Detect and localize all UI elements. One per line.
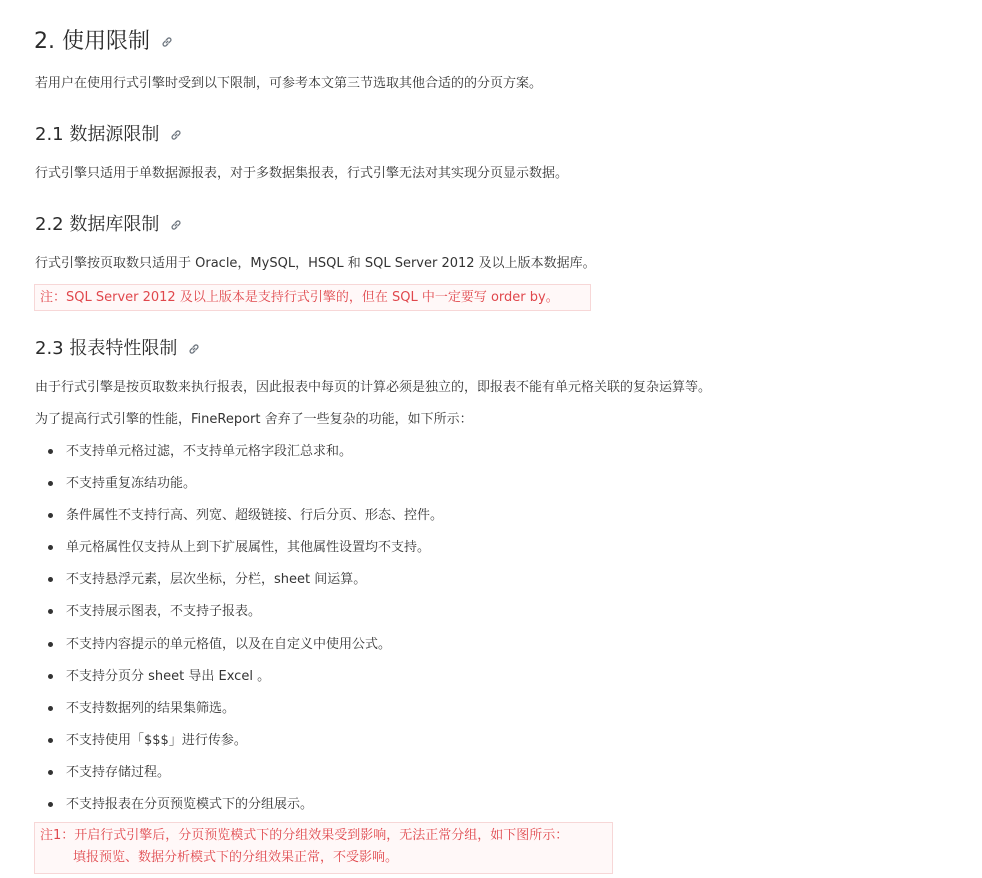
section-heading-2-2-text: 2.2 数据库限制 bbox=[35, 214, 160, 235]
bullet-icon bbox=[48, 706, 53, 711]
bullet-icon bbox=[48, 738, 53, 743]
list-item bbox=[48, 471, 443, 503]
bullet-icon bbox=[48, 642, 53, 647]
list-item-text: 不支持报表在分页预览模式下的分组展示。 bbox=[66, 797, 314, 813]
bullet-icon bbox=[48, 481, 53, 486]
section-heading-2-3 bbox=[35, 336, 201, 362]
section-2-2-text: 行式引擎按页取数只适用于 Oracle，MySQL，HSQL 和 SQL Server 2012 及以上版本数据库。 bbox=[35, 256, 596, 271]
section-2-3-text-2: 为了提高行式引擎的性能，FineReport 舍弃了一些复杂的功能，如下所示： bbox=[35, 412, 473, 427]
link-icon[interactable] bbox=[169, 128, 183, 142]
list-item bbox=[48, 567, 443, 599]
note-line-1: 注1：开启行式引擎后，分页预览模式下的分组效果受到影响，无法正常分组，如下图所示： bbox=[40, 828, 569, 843]
bullet-icon bbox=[48, 545, 53, 550]
list-item bbox=[48, 599, 443, 631]
list-item-text: 条件属性不支持行高、列宽、超级链接、行后分页、形态、控件。 bbox=[66, 508, 444, 524]
section-heading-2 bbox=[34, 27, 174, 57]
link-icon[interactable] bbox=[160, 35, 174, 49]
list-item bbox=[48, 439, 443, 471]
bullet-icon bbox=[48, 449, 53, 454]
link-icon[interactable] bbox=[187, 342, 201, 356]
section-heading-2-text: 2. 使用限制 bbox=[34, 29, 150, 54]
note-line-2: 填报预览、数据分析模式下的分组效果正常，不受影响。 bbox=[73, 850, 399, 865]
section-heading-2-2 bbox=[35, 212, 183, 238]
limitations-list bbox=[48, 439, 443, 824]
list-item-text: 不支持内容提示的单元格值，以及在自定义中使用公式。 bbox=[66, 636, 392, 652]
list-item bbox=[48, 760, 443, 792]
list-item bbox=[48, 664, 443, 696]
note-box-sql-server bbox=[34, 284, 591, 311]
list-item-text: 不支持存储过程。 bbox=[66, 764, 171, 780]
bullet-icon bbox=[48, 770, 53, 775]
list-item-text: 不支持数据列的结果集筛选。 bbox=[66, 700, 236, 716]
list-item-text: 不支持展示图表，不支持子报表。 bbox=[66, 604, 262, 620]
section-2-intro: 若用户在使用行式引擎时受到以下限制，可参考本文第三节选取其他合适的的分页方案。 bbox=[35, 76, 543, 91]
bullet-icon bbox=[48, 674, 53, 679]
list-item bbox=[48, 696, 443, 728]
section-heading-2-1 bbox=[35, 122, 183, 148]
list-item-text: 不支持重复冻结功能。 bbox=[66, 476, 197, 492]
section-2-1-text: 行式引擎只适用于单数据源报表，对于多数据集报表，行式引擎无法对其实现分页显示数据。 bbox=[35, 166, 569, 181]
list-item-text: 不支持使用「$$$」进行传参。 bbox=[66, 732, 247, 748]
list-item bbox=[48, 728, 443, 760]
section-2-3-text-1: 由于行式引擎是按页取数来执行报表，因此报表中每页的计算必须是独立的，即报表不能有单元格关联的复杂运算等。 bbox=[35, 380, 712, 395]
list-item bbox=[48, 792, 443, 824]
list-item-text: 不支持单元格过滤，不支持单元格字段汇总求和。 bbox=[66, 444, 353, 459]
bullet-icon bbox=[48, 577, 53, 582]
list-item bbox=[48, 535, 443, 567]
list-item-text: 不支持悬浮元素，层次坐标，分栏，sheet 间运算。 bbox=[66, 572, 367, 588]
bullet-icon bbox=[48, 609, 53, 614]
list-item-text: 不支持分页分 sheet 导出 Excel 。 bbox=[66, 668, 271, 684]
bullet-icon bbox=[48, 802, 53, 807]
link-icon[interactable] bbox=[169, 218, 183, 232]
section-heading-2-3-text: 2.3 报表特性限制 bbox=[35, 338, 178, 359]
list-item bbox=[48, 632, 443, 664]
section-heading-2-1-text: 2.1 数据源限制 bbox=[35, 124, 160, 145]
bullet-icon bbox=[48, 513, 53, 518]
list-item bbox=[48, 503, 443, 535]
note-box-grouping bbox=[34, 822, 613, 874]
list-item-text: 单元格属性仅支持从上到下扩展属性，其他属性设置均不支持。 bbox=[66, 540, 431, 556]
note-text: 注：SQL Server 2012 及以上版本是支持行式引擎的，但在 SQL 中一定要写 order by。 bbox=[40, 290, 559, 305]
